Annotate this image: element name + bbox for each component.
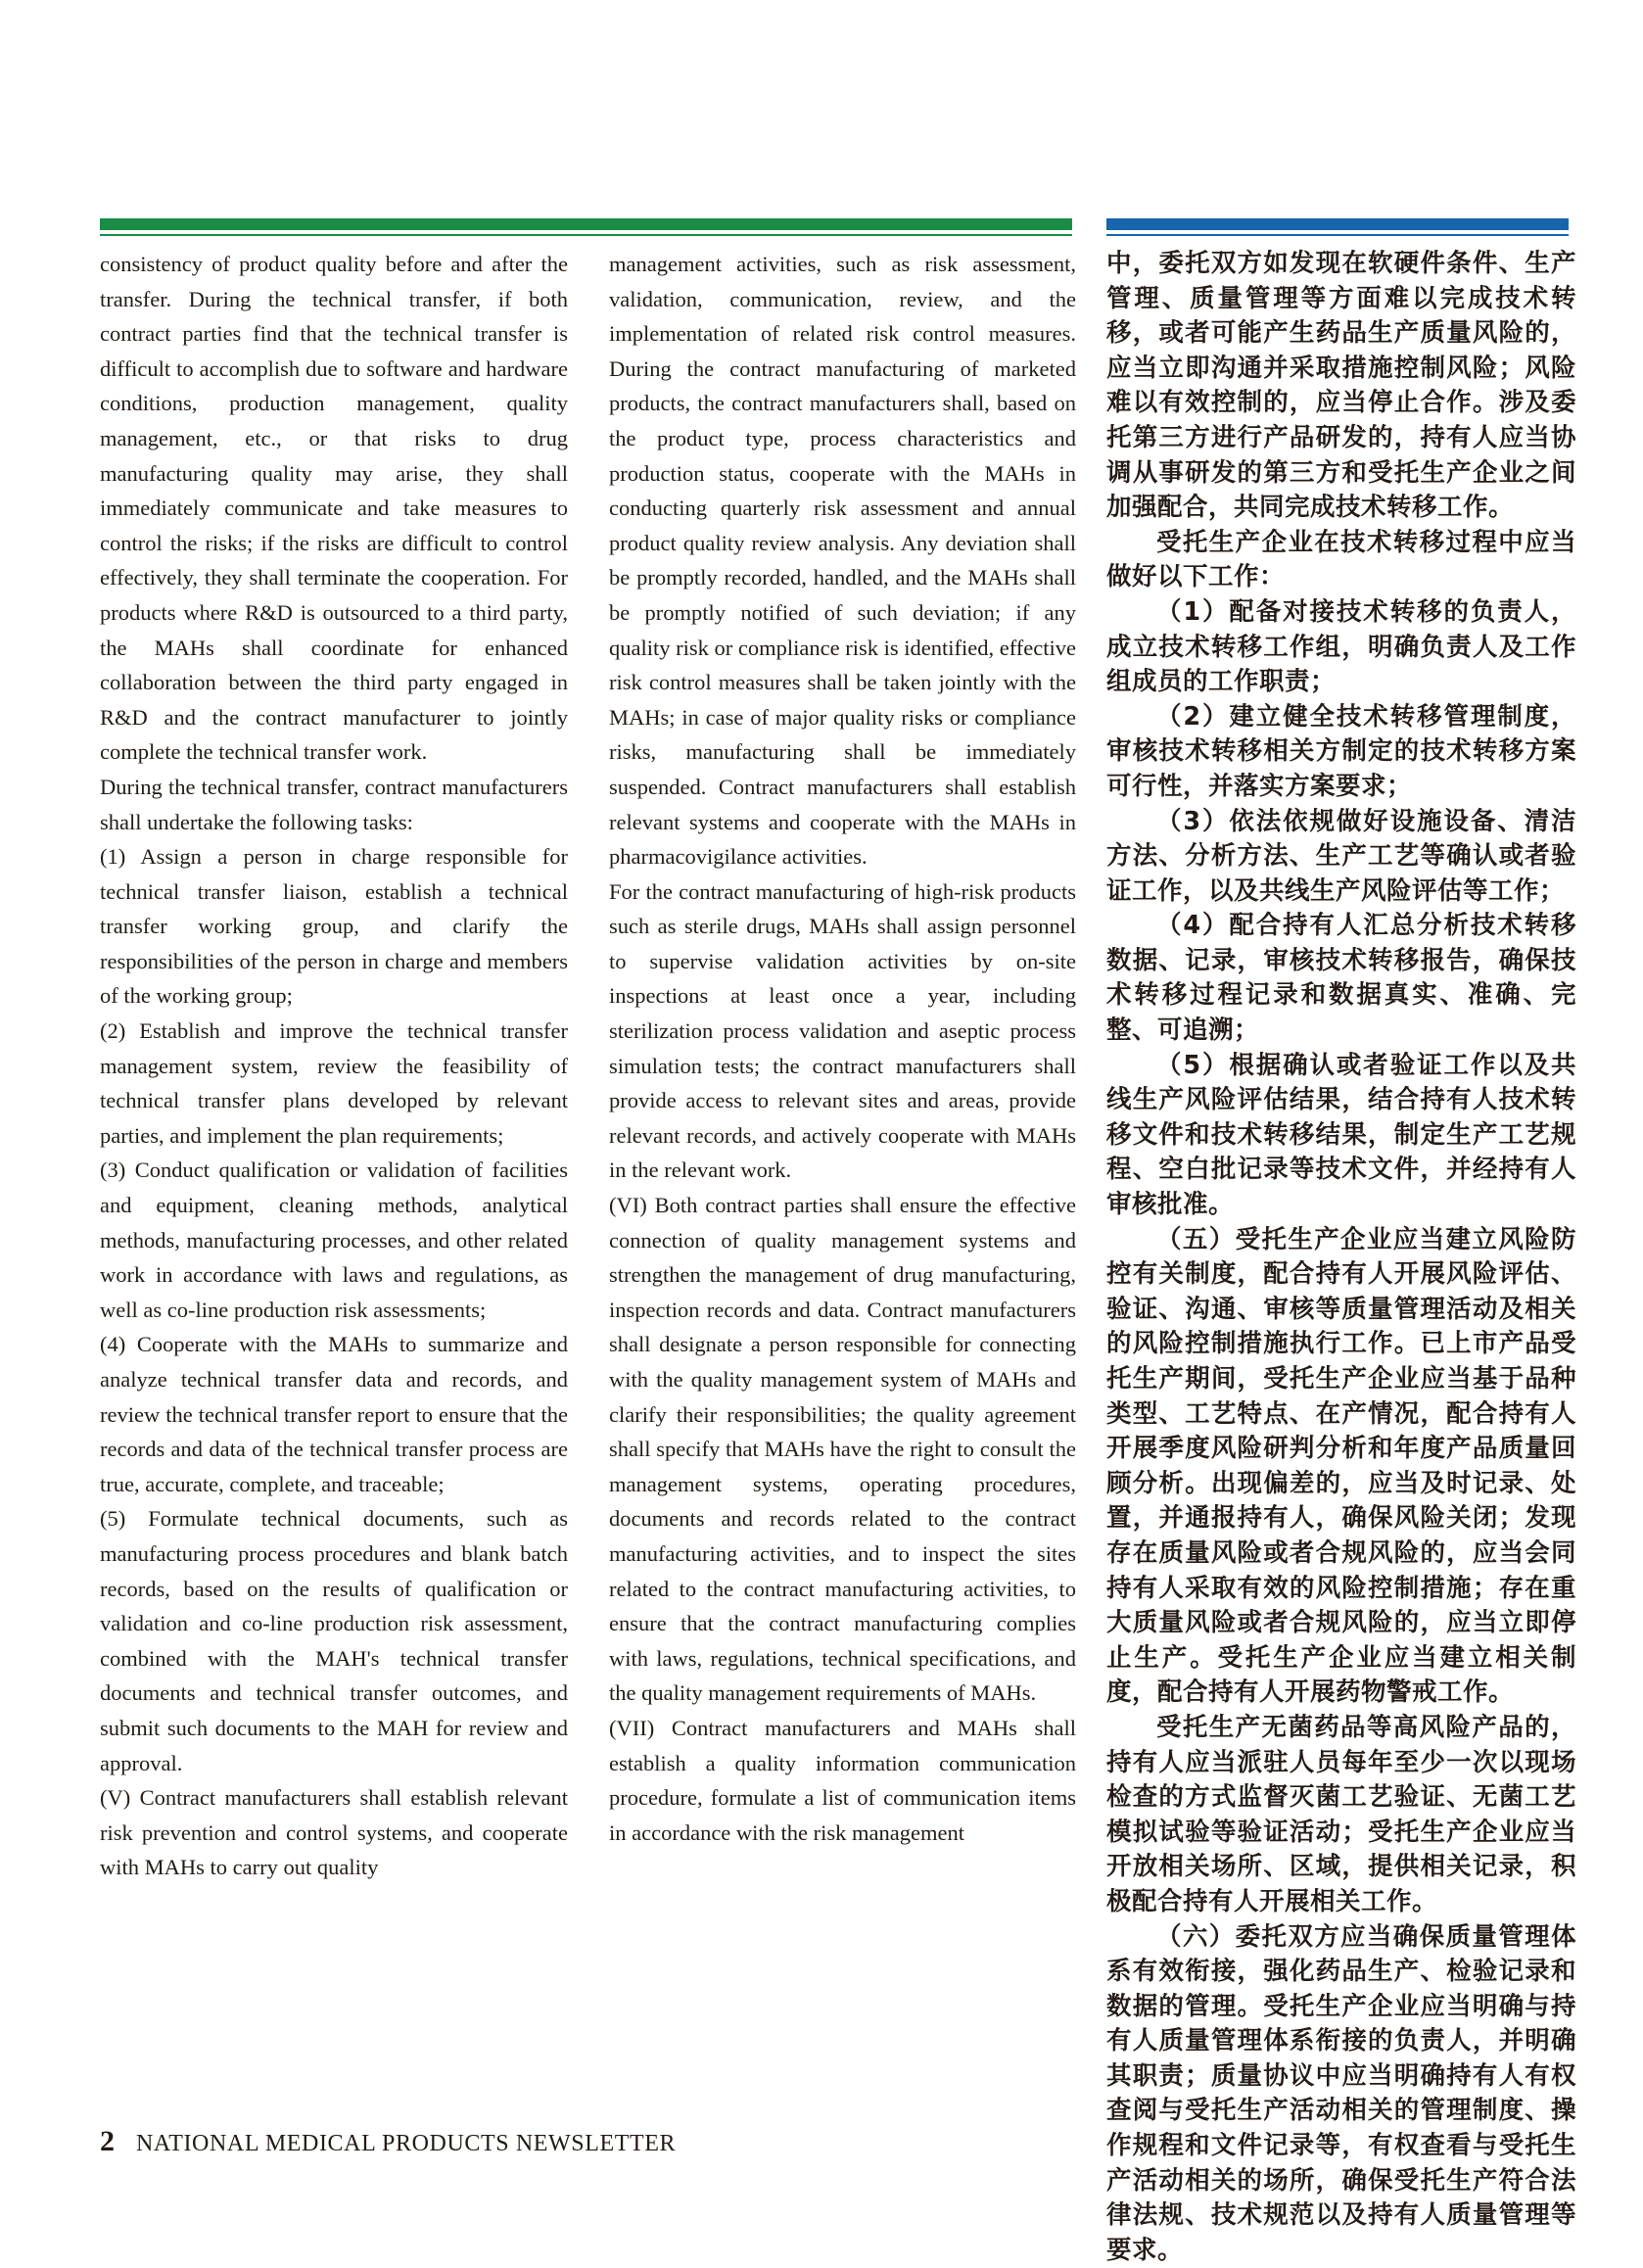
header-rule-blue: [1106, 218, 1569, 230]
paragraph: For the contract manufacturing of high-risk products such as sterile drugs, MAHs shall assign personnel to supervise validation activities by on-site inspections at least once a year, including sterilization process validation and aseptic process simulation tests; the contract manufacturers shall provide access to relevant sites and areas, provide relevant records, and actively cooperate with MAHs in the relevant work.: [609, 874, 1076, 1188]
column-left-english: [100, 247, 568, 1885]
page-number: 2: [100, 2125, 115, 2158]
paragraph: （2）建立健全技术转移管理制度，审核技术转移相关方制定的技术转移方案可行性，并落实方案要求；: [1106, 700, 1576, 805]
paragraph: (VII) Contract manufacturers and MAHs shall establish a quality information communication procedure, formulate a list of communication items in accordance with the risk management: [609, 1711, 1076, 1850]
paragraph: During the technical transfer, contract manufacturers shall undertake the following tasks:: [100, 770, 568, 839]
paragraph: （5）根据确认或者验证工作以及共线生产风险评估结果，结合持有人技术转移文件和技术转移结果，制定生产工艺规程、空白批记录等技术文件，并经持有人审核批准。: [1106, 1049, 1576, 1223]
paragraph: (1) Assign a person in charge responsible for technical transfer liaison, establish a technical transfer working group, and clarify the responsibilities of the person in charge and members of the working group;: [100, 839, 568, 1014]
page-footer: [100, 2125, 676, 2158]
paragraph: (3) Conduct qualification or validation of facilities and equipment, cleaning methods, analytical methods, manufacturing processes, and other related work in accordance with laws and regulations, as well as co-line production risk assessments;: [100, 1153, 568, 1327]
paragraph: （3）依法依规做好设施设备、清洁方法、分析方法、生产工艺等确认或者验证工作，以及共线生产风险评估等工作；: [1106, 805, 1576, 910]
column-right-chinese: [1106, 247, 1576, 2268]
paragraph: consistency of product quality before and after the transfer. During the technical transfer, if both contract parties find that the technical transfer is difficult to accomplish due to software and hardware conditions, production management, quality management, etc., or that risks to drug manufacturing quality may arise, they shall immediately communicate and take measures to control the risks; if the risks are difficult to control effectively, they shall terminate the cooperation. For products where R&D is outsourced to a third party, the MAHs shall coordinate for enhanced collaboration between the third party engaged in R&D and the contract manufacturer to jointly complete the technical transfer work.: [100, 247, 568, 770]
paragraph: management activities, such as risk assessment, validation, communication, review, and the implementation of related risk control measures. During the contract manufacturing of marketed products, the contract manufacturers shall, based on the product type, process characteristics and production status, cooperate with the MAHs in conducting quarterly risk assessment and annual product quality review analysis. Any deviation shall be promptly recorded, handled, and the MAHs shall be promptly notified of such deviation; if any quality risk or compliance risk is identified, effective risk control measures shall be taken jointly with the MAHs; in case of major quality risks or compliance risks, manufacturing shall be immediately suspended. Contract manufacturers shall establish relevant systems and cooperate with the MAHs in pharmacovigilance activities.: [609, 247, 1076, 874]
paragraph: （4）配合持有人汇总分析技术转移数据、记录，审核技术转移报告，确保技术转移过程记录和数据真实、准确、完整、可追溯；: [1106, 909, 1576, 1048]
paragraph: (V) Contract manufacturers shall establish relevant risk prevention and control systems, and cooperate with MAHs to carry out quality: [100, 1780, 568, 1885]
paragraph: (VI) Both contract parties shall ensure the effective connection of quality management systems and strengthen the management of drug manufacturing, inspection records and data. Contract manufacturers shall designate a person responsible for connecting with the quality management system of MAHs and clarify their responsibilities; the quality agreement shall specify that MAHs have the right to consult the management systems, operating procedures, documents and records related to the contract manufacturing activities, and to inspect the sites related to the contract manufacturing activities, to ensure that the contract manufacturing complies with laws, regulations, technical specifications, and the quality management requirements of MAHs.: [609, 1188, 1076, 1711]
paragraph: 中，委托双方如发现在软硬件条件、生产管理、质量管理等方面难以完成技术转移，或者可能产生药品生产质量风险的，应当立即沟通并采取措施控制风险；风险难以有效控制的，应当停止合作。涉及委托第三方进行产品研发的，持有人应当协调从事研发的第三方和受托生产企业之间加强配合，共同完成技术转移工作。: [1106, 247, 1576, 526]
footer-title: NATIONAL MEDICAL PRODUCTS NEWSLETTER: [136, 2131, 676, 2157]
paragraph: 受托生产无菌药品等高风险产品的，持有人应当派驻人员每年至少一次以现场检查的方式监督灭菌工艺验证、无菌工艺模拟试验等验证活动；受托生产企业应当开放相关场所、区域，提供相关记录，积极配合持有人开展相关工作。: [1106, 1711, 1576, 1920]
paragraph: (5) Formulate technical documents, such as manufacturing process procedures and blank batch records, based on the results of qualification or validation and co-line production risk assessment, combined with the MAH's technical transfer documents and technical transfer outcomes, and submit such documents to the MAH for review and approval.: [100, 1501, 568, 1780]
column-middle-english: [609, 247, 1076, 1850]
header-rule-green: [100, 218, 1072, 230]
paragraph: 受托生产企业在技术转移过程中应当做好以下工作：: [1106, 526, 1576, 595]
paragraph: (2) Establish and improve the technical transfer management system, review the feasibility of technical transfer plans developed by relevant parties, and implement the plan requirements;: [100, 1014, 568, 1153]
paragraph: (4) Cooperate with the MAHs to summarize and analyze technical transfer data and records, and review the technical transfer report to ensure that the records and data of the technical transfer process are true, accurate, complete, and traceable;: [100, 1327, 568, 1501]
paragraph: （五）受托生产企业应当建立风险防控有关制度，配合持有人开展风险评估、验证、沟通、审核等质量管理活动及相关的风险控制措施执行工作。已上市产品受托生产期间，受托生产企业应当基于品种类型、工艺特点、在产情况，配合持有人开展季度风险研判分析和年度产品质量回顾分析。出现偏差的，应当及时记录、处置，并通报持有人，确保风险关闭；发现存在质量风险或者合规风险的，应当会同持有人采取有效的风险控制措施；存在重大质量风险或者合规风险的，应当立即停止生产。受托生产企业应当建立相关制度，配合持有人开展药物警戒工作。: [1106, 1223, 1576, 1711]
paragraph: （六）委托双方应当确保质量管理体系有效衔接，强化药品生产、检验记录和数据的管理。受托生产企业应当明确与持有人质量管理体系衔接的负责人，并明确其职责；质量协议中应当明确持有人有权查阅与受托生产活动相关的管理制度、操作规程和文件记录等，有权查看与受托生产活动相关的场所，确保受托生产符合法律法规、技术规范以及持有人质量管理等要求。: [1106, 1920, 1576, 2268]
paragraph: （1）配备对接技术转移的负责人，成立技术转移工作组，明确负责人及工作组成员的工作职责；: [1106, 595, 1576, 700]
